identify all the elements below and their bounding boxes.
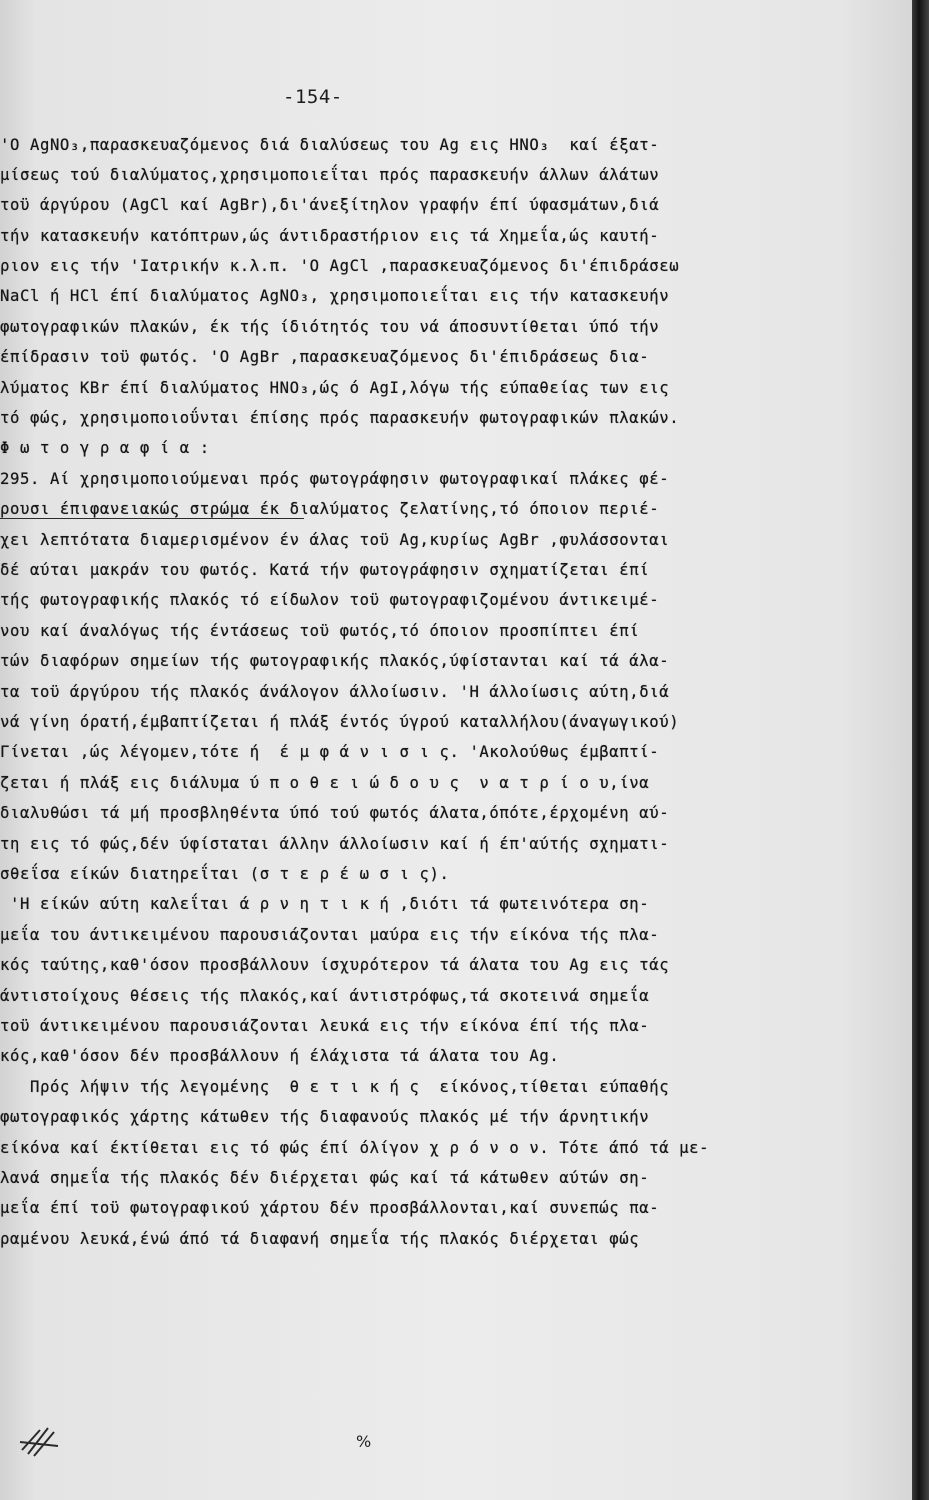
text-line: μίσεως τού διαλύματος,χρησιμοποιεΐται πρός παρασκευήν άλλων άλάτων: [0, 166, 660, 184]
text-line: Γίνεται ,ώς λέγομεν,τότε ή έ μ φ ά ν ι σ ι ς. 'Ακολούθως έμβαπτί-: [0, 743, 660, 761]
text-line: δέ αύται μακράν του φωτός. Κατά τήν φωτογράφησιν σχηματίζεται έπί: [0, 561, 650, 579]
text-line: NaCl ή HCl έπί διαλύματος AgNO₃, χρησιμοποιεΐται εις τήν κατασκευήν: [0, 287, 670, 305]
text-line: τήν κατασκευήν κατόπτρων,ώς άντιδραστήριον εις τά Χημεΐα,ώς καυτή-: [0, 227, 660, 245]
text-line: σθεΐσα είκών διατηρεΐται (σ τ ε ρ έ ω σ ι ς).: [0, 865, 450, 883]
binding-edge: [912, 0, 929, 1500]
text-line: 295. Αί χρησιμοποιούμεναι πρός φωτογράφησιν φωτογραφικαί πλάκες φέ-: [0, 470, 670, 488]
text-line: λανά σημεΐα τής πλακός δέν διέρχεται φώς καί τά κάτωθεν αύτών ση-: [0, 1169, 650, 1187]
page-number: -154-: [283, 86, 343, 108]
text-line: άντιστοίχους θέσεις τής πλακός,καί άντιστρόφως,τά σκοτεινά σημεΐα: [0, 987, 650, 1005]
text-line: τών διαφόρων σημείων τής φωτογραφικής πλακός,ύφίστανται καί τά άλα-: [0, 652, 670, 670]
text-line: 'Ο AgNO₃,παρασκευαζόμενος διά διαλύσεως του Ag εις ΗΝΟ₃ καί έξατ-: [0, 136, 660, 154]
text-line: 'Η είκών αύτη καλεΐται ά ρ ν η τ ι κ ή ,διότι τά φωτεινότερα ση-: [0, 895, 650, 913]
text-line: κός ταύτης,καθ'όσον προσβάλλουν ίσχυρότερον τά άλατα του Ag εις τάς: [0, 956, 670, 974]
text-line: ζεται ή πλάξ εις διάλυμα ύ π ο θ ε ι ώ δ ο υ ς ν α τ ρ ί ο υ,ίνα: [0, 774, 650, 792]
text-line: λύματος KBr έπί διαλύματος ΗΝΟ₃,ώς ό AgI,λόγω τής εύπαθείας των εις: [0, 379, 670, 397]
text-line: διαλυθώσι τά μή προσβληθέντα ύπό τού φωτός άλατα,όπότε,έρχομένη αύ-: [0, 804, 670, 822]
text-line: τοϋ άργύρου (AgCl καί AgBr),δι'άνεξίτηλον γραφήν έπί ύφασμάτων,διά: [0, 196, 660, 214]
text-line: Πρός λήψιν τής λεγομένης θ ε τ ι κ ή ς είκόνος,τίθεται εύπαθής: [0, 1078, 670, 1096]
text-line: φωτογραφικών πλακών, έκ τής ίδιότητός του νά άποσυντίθεται ύπό τήν: [0, 318, 660, 336]
text-line: μεΐα έπί τοϋ φωτογραφικού χάρτου δέν προσβάλλονται,καί συνεπώς πα-: [0, 1199, 660, 1217]
heading-underline: [0, 518, 304, 520]
text-line: ραμένου λευκά,ένώ άπό τά διαφανή σημεΐα τής πλακός διέρχεται φώς: [0, 1230, 640, 1248]
text-line: νου καί άναλόγως τής έντάσεως τοϋ φωτός,τό όποιον προσπίπτει έπί: [0, 622, 640, 640]
text-line: τη εις τό φώς,δέν ύφίσταται άλλην άλλοίωσιν καί ή έπ'αύτής σχηματι-: [0, 835, 670, 853]
footer-mark: %: [356, 1432, 372, 1451]
section-heading: Φ ω τ ο γ ρ α φ ί α :: [0, 439, 210, 457]
text-line: έπίδρασιν τοϋ φωτός. 'Ο AgBr ,παρασκευαζόμενος δι'έπιδράσεως δια-: [0, 348, 650, 366]
text-line: τής φωτογραφικής πλακός τό είδωλον τοϋ φωτογραφιζομένου άντικειμέ-: [0, 591, 660, 609]
text-line: χει λεπτότατα διαμερισμένον έν άλας τοϋ Ag,κυρίως AgBr ,φυλάσσονται: [0, 531, 670, 549]
text-line: νά γίνη όρατή,έμβαπτίζεται ή πλάξ έντός ύγρού καταλλήλου(άναγωγικού): [0, 713, 680, 731]
text-line: τοϋ άντικειμένου παρουσιάζονται λευκά εις τήν είκόνα έπί τής πλα-: [0, 1017, 650, 1035]
text-line: κός,καθ'όσον δέν προσβάλλουν ή έλάχιστα τά άλατα του Ag.: [0, 1047, 560, 1065]
text-line: ρουσι έπιφανειακώς στρώμα έκ διαλύματος ζελατίνης,τό όποιον περιέ-: [0, 500, 660, 518]
text-line: μεΐα του άντικειμένου παρουσιάζονται μαύρα εις τήν είκόνα τής πλα-: [0, 926, 660, 944]
text-line: τό φώς, χρησιμοποιοΰνται έπίσης πρός παρασκευήν φωτογραφικών πλακών.: [0, 409, 680, 427]
text-line: φωτογραφικός χάρτης κάτωθεν τής διαφανούς πλακός μέ τήν άρνητικήν: [0, 1108, 650, 1126]
text-line: τα τοϋ άργύρου τής πλακός άνάλογον άλλοίωσιν. 'Η άλλοίωσις αύτη,διά: [0, 683, 670, 701]
text-line: ριον εις τήν 'Ιατρικήν κ.λ.π. 'Ο AgCl ,παρασκευαζόμενος δι'έπιδράσεω: [0, 257, 680, 275]
scribble-mark: [18, 1420, 78, 1460]
text-line: είκόνα καί έκτίθεται εις τό φώς έπί όλίγον χ ρ ό ν ο ν. Τότε άπό τά με-: [0, 1139, 710, 1157]
